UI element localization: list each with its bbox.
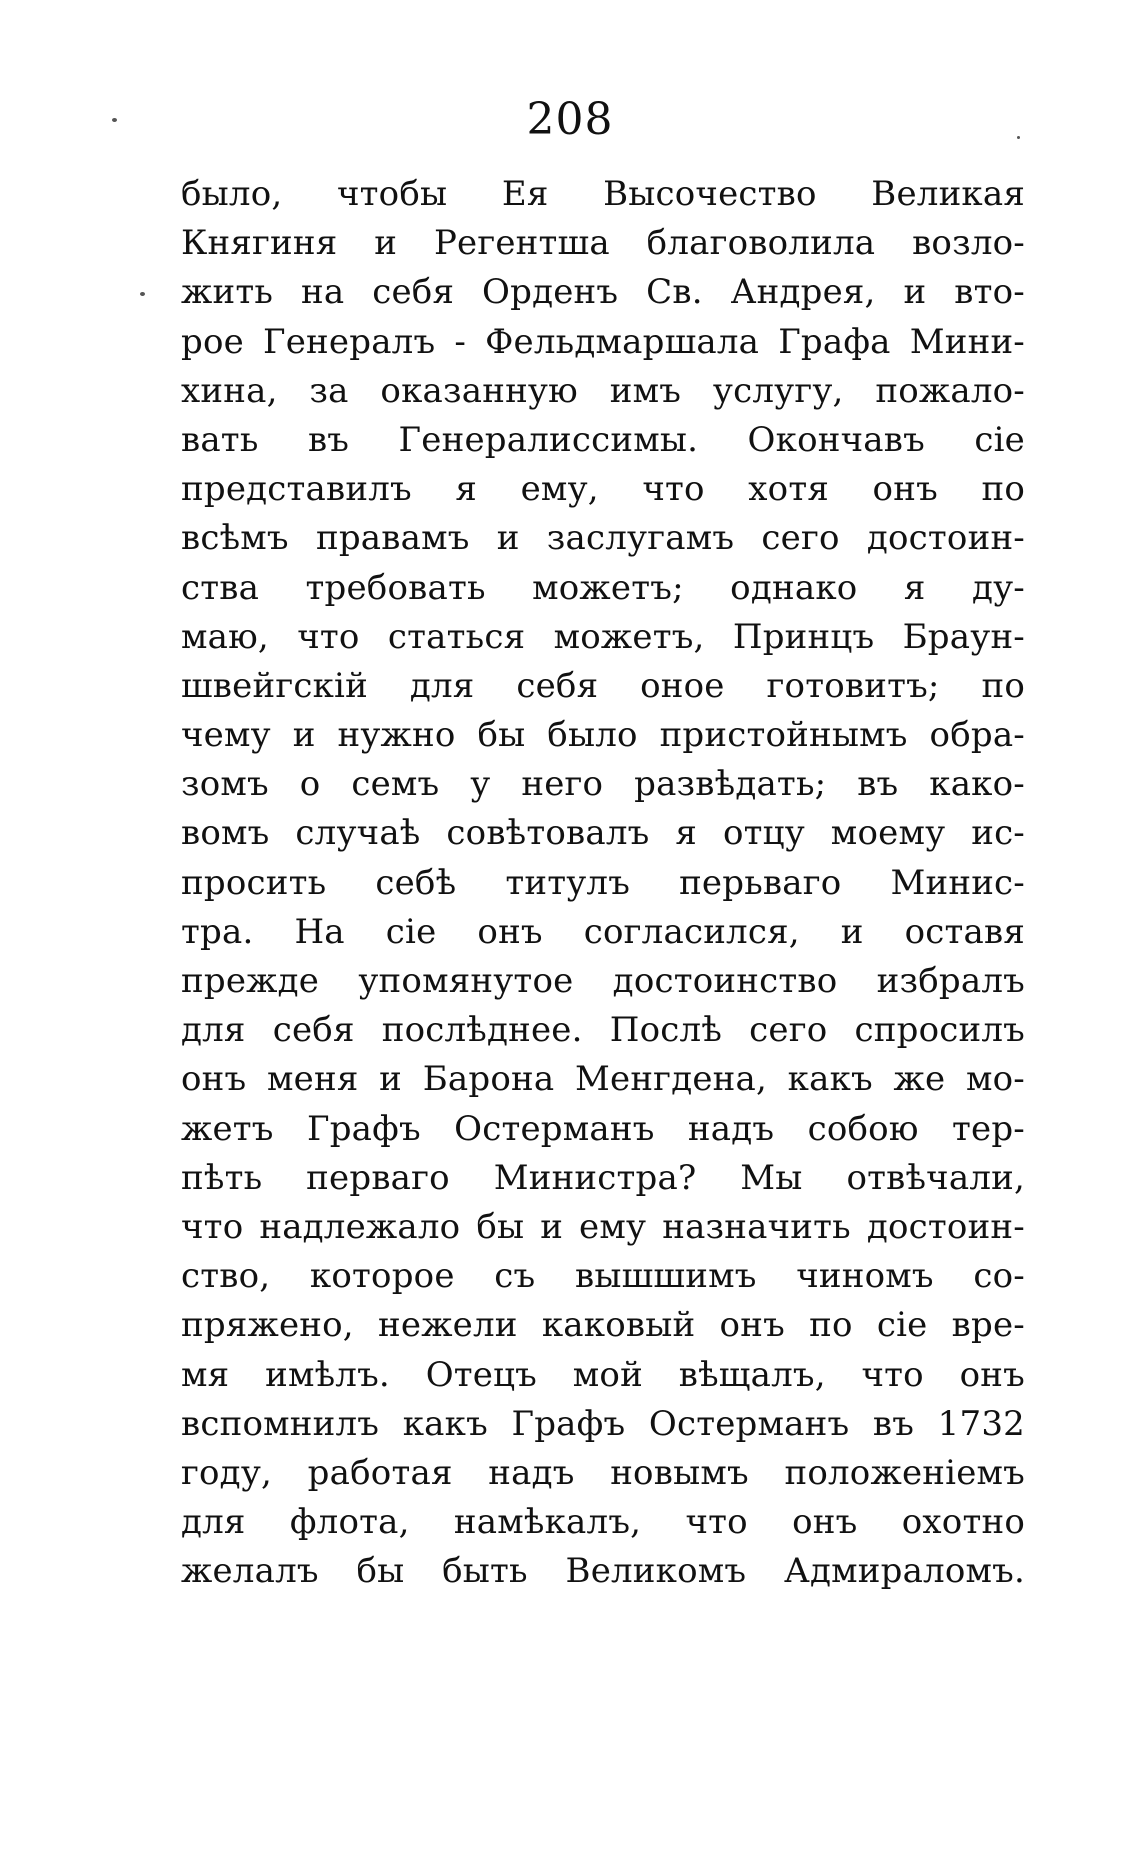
text-line: рое Генералъ - Фельдмаршала Графа Мини- [181, 321, 1025, 362]
text-line: году, работая надъ новымъ положеніемъ [181, 1452, 1025, 1493]
text-line: чему и нужно бы было пристойнымъ обра- [181, 715, 1025, 756]
body-text [181, 170, 1025, 1620]
text-line: вать въ Генералиссимы. Окончавъ сіе [181, 419, 1025, 460]
text-line: хина, за оказанную имъ услугу, пожало- [181, 370, 1025, 411]
scan-speck [1017, 136, 1020, 139]
text-line: всѣмъ правамъ и заслугамъ сего достоин- [181, 518, 1025, 559]
text-line: маю, что статься можетъ, Принцъ Браун- [181, 616, 1025, 657]
text-line: пряжено, нежели каковый онъ по сіе вре- [181, 1305, 1025, 1346]
text-line: для флота, намѣкалъ, что онъ охотно [181, 1502, 1025, 1543]
text-line: жетъ Графъ Остерманъ надъ собою тер- [181, 1108, 1025, 1149]
text-line: онъ меня и Барона Менгдена, какъ же мо- [181, 1059, 1025, 1100]
page-number: 208 [526, 94, 614, 145]
text-line: просить себѣ титулъ перьваго Минис- [181, 862, 1025, 903]
text-line: ства требовать можетъ; однако я ду- [181, 567, 1025, 608]
text-line: пѣть перваго Министра? Мы отвѣчали, [181, 1157, 1025, 1198]
text-line: мя имѣлъ. Отецъ мой вѣщалъ, что онъ [181, 1354, 1025, 1395]
scan-speck [112, 118, 117, 122]
text-line: швейгскій для себя оное готовитъ; по [181, 665, 1025, 706]
text-line: зомъ о семъ у него развѣдать; въ како- [181, 764, 1025, 805]
text-line: жить на себя Орденъ Св. Андрея, и вто- [181, 272, 1025, 313]
text-line: прежде упомянутое достоинство избралъ [181, 961, 1025, 1001]
text-line: вомъ случаѣ совѣтовалъ я отцу моему ис- [181, 813, 1025, 854]
text-line: вспомнилъ какъ Графъ Остерманъ въ 1732 [181, 1403, 1025, 1444]
text-line: для себя послѣднее. Послѣ сего спросилъ [181, 1010, 1025, 1051]
text-line: желалъ бы быть Великомъ Адмираломъ. [181, 1551, 1025, 1592]
text-line: тра. На сіе онъ согласился, и оставя [181, 911, 1025, 952]
text-line: что надлежало бы и ему назначить достоин- [181, 1206, 1025, 1247]
scan-speck [140, 292, 145, 296]
text-line: Княгиня и Регентша благоволила возло- [181, 223, 1025, 264]
text-line: было, чтобы Ея Высочество Великая [181, 174, 1025, 214]
text-line: представилъ я ему, что хотя онъ по [181, 469, 1025, 510]
text-line: ство, которое съ вышшимъ чиномъ со- [181, 1256, 1025, 1297]
